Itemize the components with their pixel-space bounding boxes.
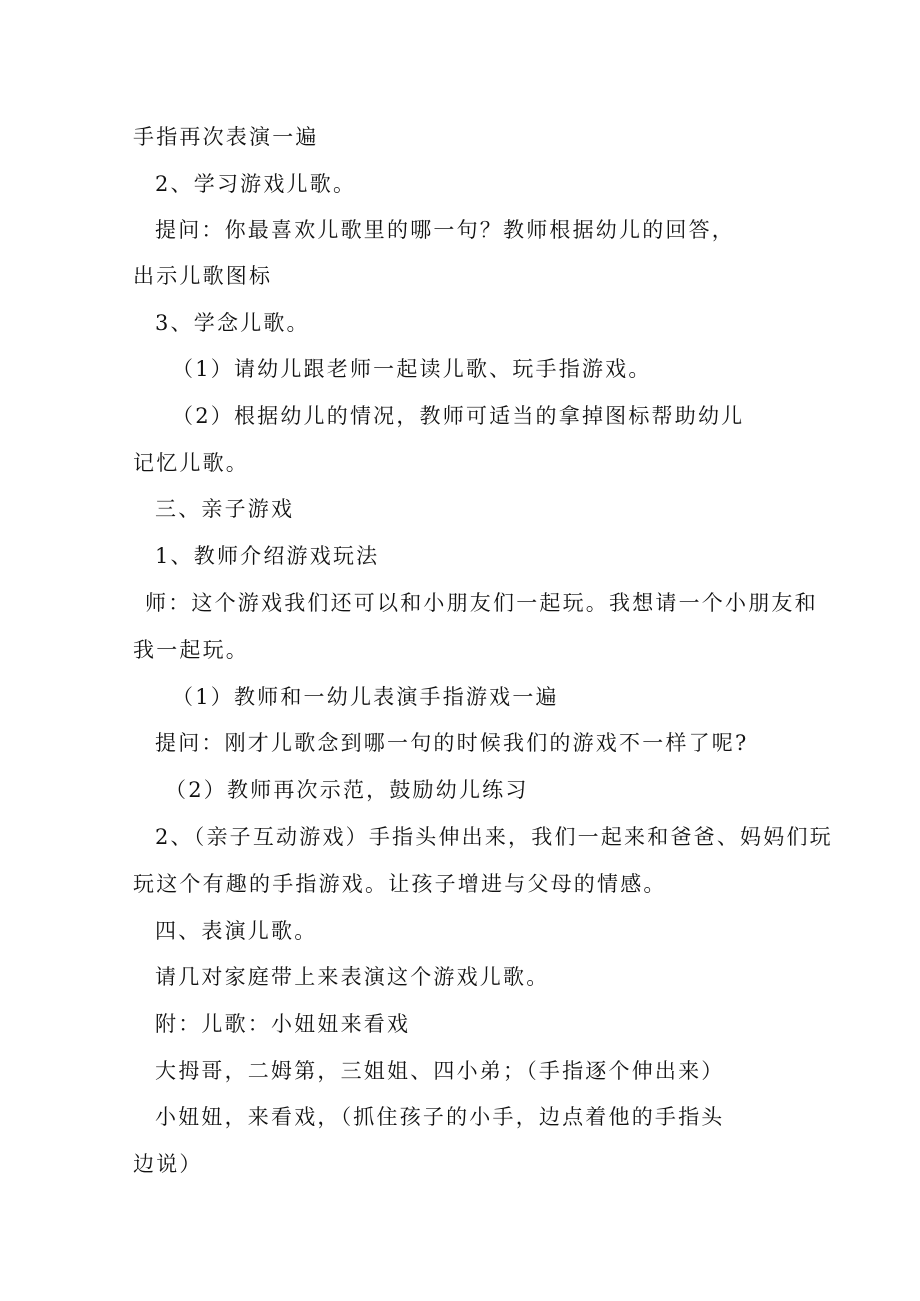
text-line-12: 我一起玩。: [133, 638, 249, 662]
text-line-5: 3、学念儿歌。: [155, 311, 310, 335]
text-line-4: 出示儿歌图标: [133, 264, 273, 288]
text-line-10: 1、教师介绍游戏玩法: [155, 544, 380, 568]
text-line-17: 玩这个有趣的手指游戏。让孩子增进与父母的情感。: [133, 872, 667, 896]
text-line-3: 提问：你最喜欢儿歌里的哪一句？教师根据幼儿的回答，: [155, 218, 735, 242]
text-line-9: 三、亲子游戏: [155, 497, 295, 521]
text-line-1: 手指再次表演一遍: [133, 125, 319, 149]
text-line-21: 大拇哥，二姆第，三姐姐、四小弟；（手指逐个伸出来）: [155, 1059, 725, 1083]
text-line-20: 附：儿歌：小妞妞来看戏: [155, 1012, 411, 1036]
text-line-18: 四、表演儿歌。: [155, 919, 318, 943]
text-line-14: 提问：刚才儿歌念到哪一句的时候我们的游戏不一样了呢?: [155, 731, 749, 755]
text-line-7: （2）根据幼儿的情况，教师可适当的拿掉图标帮助幼儿: [172, 404, 745, 428]
text-line-2: 2、学习游戏儿歌。: [155, 172, 357, 196]
text-line-11: 师：这个游戏我们还可以和小朋友们一起玩。我想请一个小朋友和: [145, 591, 818, 615]
text-line-6: （1）请幼儿跟老师一起读儿歌、玩手指游戏。: [172, 357, 652, 381]
text-line-23: 边说）: [133, 1152, 203, 1176]
text-line-8: 记忆儿歌。: [133, 451, 249, 475]
text-line-13: （1）教师和一幼儿表演手指游戏一遍: [172, 685, 559, 709]
text-line-19: 请几对家庭带上来表演这个游戏儿歌。: [155, 965, 550, 989]
text-line-16: 2、（亲子互动游戏）手指头伸出来，我们一起来和爸爸、妈妈们玩: [155, 825, 833, 849]
text-line-22: 小妞妞，来看戏，（抓住孩子的小手，边点着他的手指头: [155, 1105, 725, 1129]
text-line-15: （2）教师再次示范，鼓励幼儿练习: [165, 778, 529, 802]
